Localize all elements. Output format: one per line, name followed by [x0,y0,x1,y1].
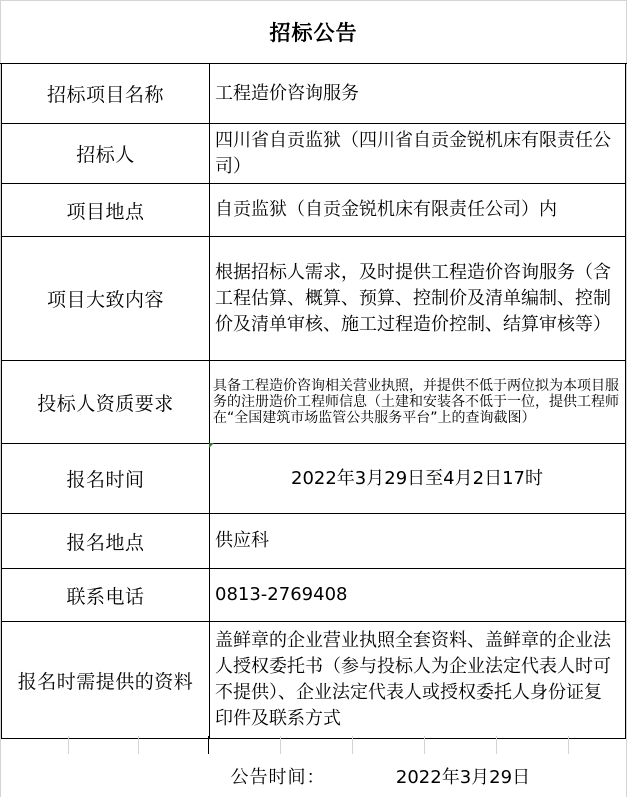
row-project-content [2,237,626,361]
value-registration-time: 2022年3月29日至4月2日17时 [210,444,626,514]
value-contact-phone: 0813-2769408 [210,569,626,622]
value-required-materials: 盖鲜章的企业营业执照全套资料、盖鲜章的企业法人授权委托书（参与投标人为企业法定代表人时可不提供）、企业法定代表人或授权委托人身份证复印件及联系方式 [210,622,626,739]
notice-date-row [208,754,627,797]
row-registration-time [2,444,626,514]
label-required-materials: 报名时需提供的资料 [2,622,210,739]
label-registration-time: 报名时间 [2,444,210,514]
bottom-gridlines [0,736,627,754]
notice-date-label: 公告时间： [230,766,326,788]
value-project-name: 工程造价咨询服务 [210,64,626,124]
cell-comment-marker [209,443,214,448]
row-contact-phone [2,569,626,622]
notice-title: 招标公告 [0,0,627,64]
value-registration-place: 供应科 [210,514,626,569]
notice-date-value: 2022年3月29日 [395,766,531,788]
label-bidder-qualification: 投标人资质要求 [2,361,210,444]
label-registration-place: 报名地点 [2,514,210,569]
row-bidder-qualification [2,361,626,444]
value-project-content: 根据招标人需求，及时提供工程造价咨询服务（含工程估算、概算、预算、控制价及清单编制、控制价及清单审核、施工过程造价控制、结算审核等） [210,237,626,361]
row-registration-place [2,514,626,569]
label-project-location: 项目地点 [2,184,210,237]
tender-info-table [1,63,626,739]
label-project-content: 项目大致内容 [2,237,210,361]
value-bidder-qualification: 具备工程造价咨询相关营业执照，并提供不低于两位拟为本项目服务的注册造价工程师信息（土建和安装各不低于一位，提供工程师在“全国建筑市场监管公共服务平台”上的查询截图） [210,361,626,444]
label-contact-phone: 联系电话 [2,569,210,622]
label-tenderer: 招标人 [2,124,210,184]
label-project-name: 招标项目名称 [2,64,210,124]
row-project-name [2,64,626,124]
value-project-location: 自贡监狱（自贡金锐机床有限责任公司）内 [210,184,626,237]
value-tenderer: 四川省自贡监狱（四川省自贡金锐机床有限责任公司） [210,124,626,184]
row-project-location [2,184,626,237]
row-tenderer [2,124,626,184]
row-required-materials [2,622,626,739]
